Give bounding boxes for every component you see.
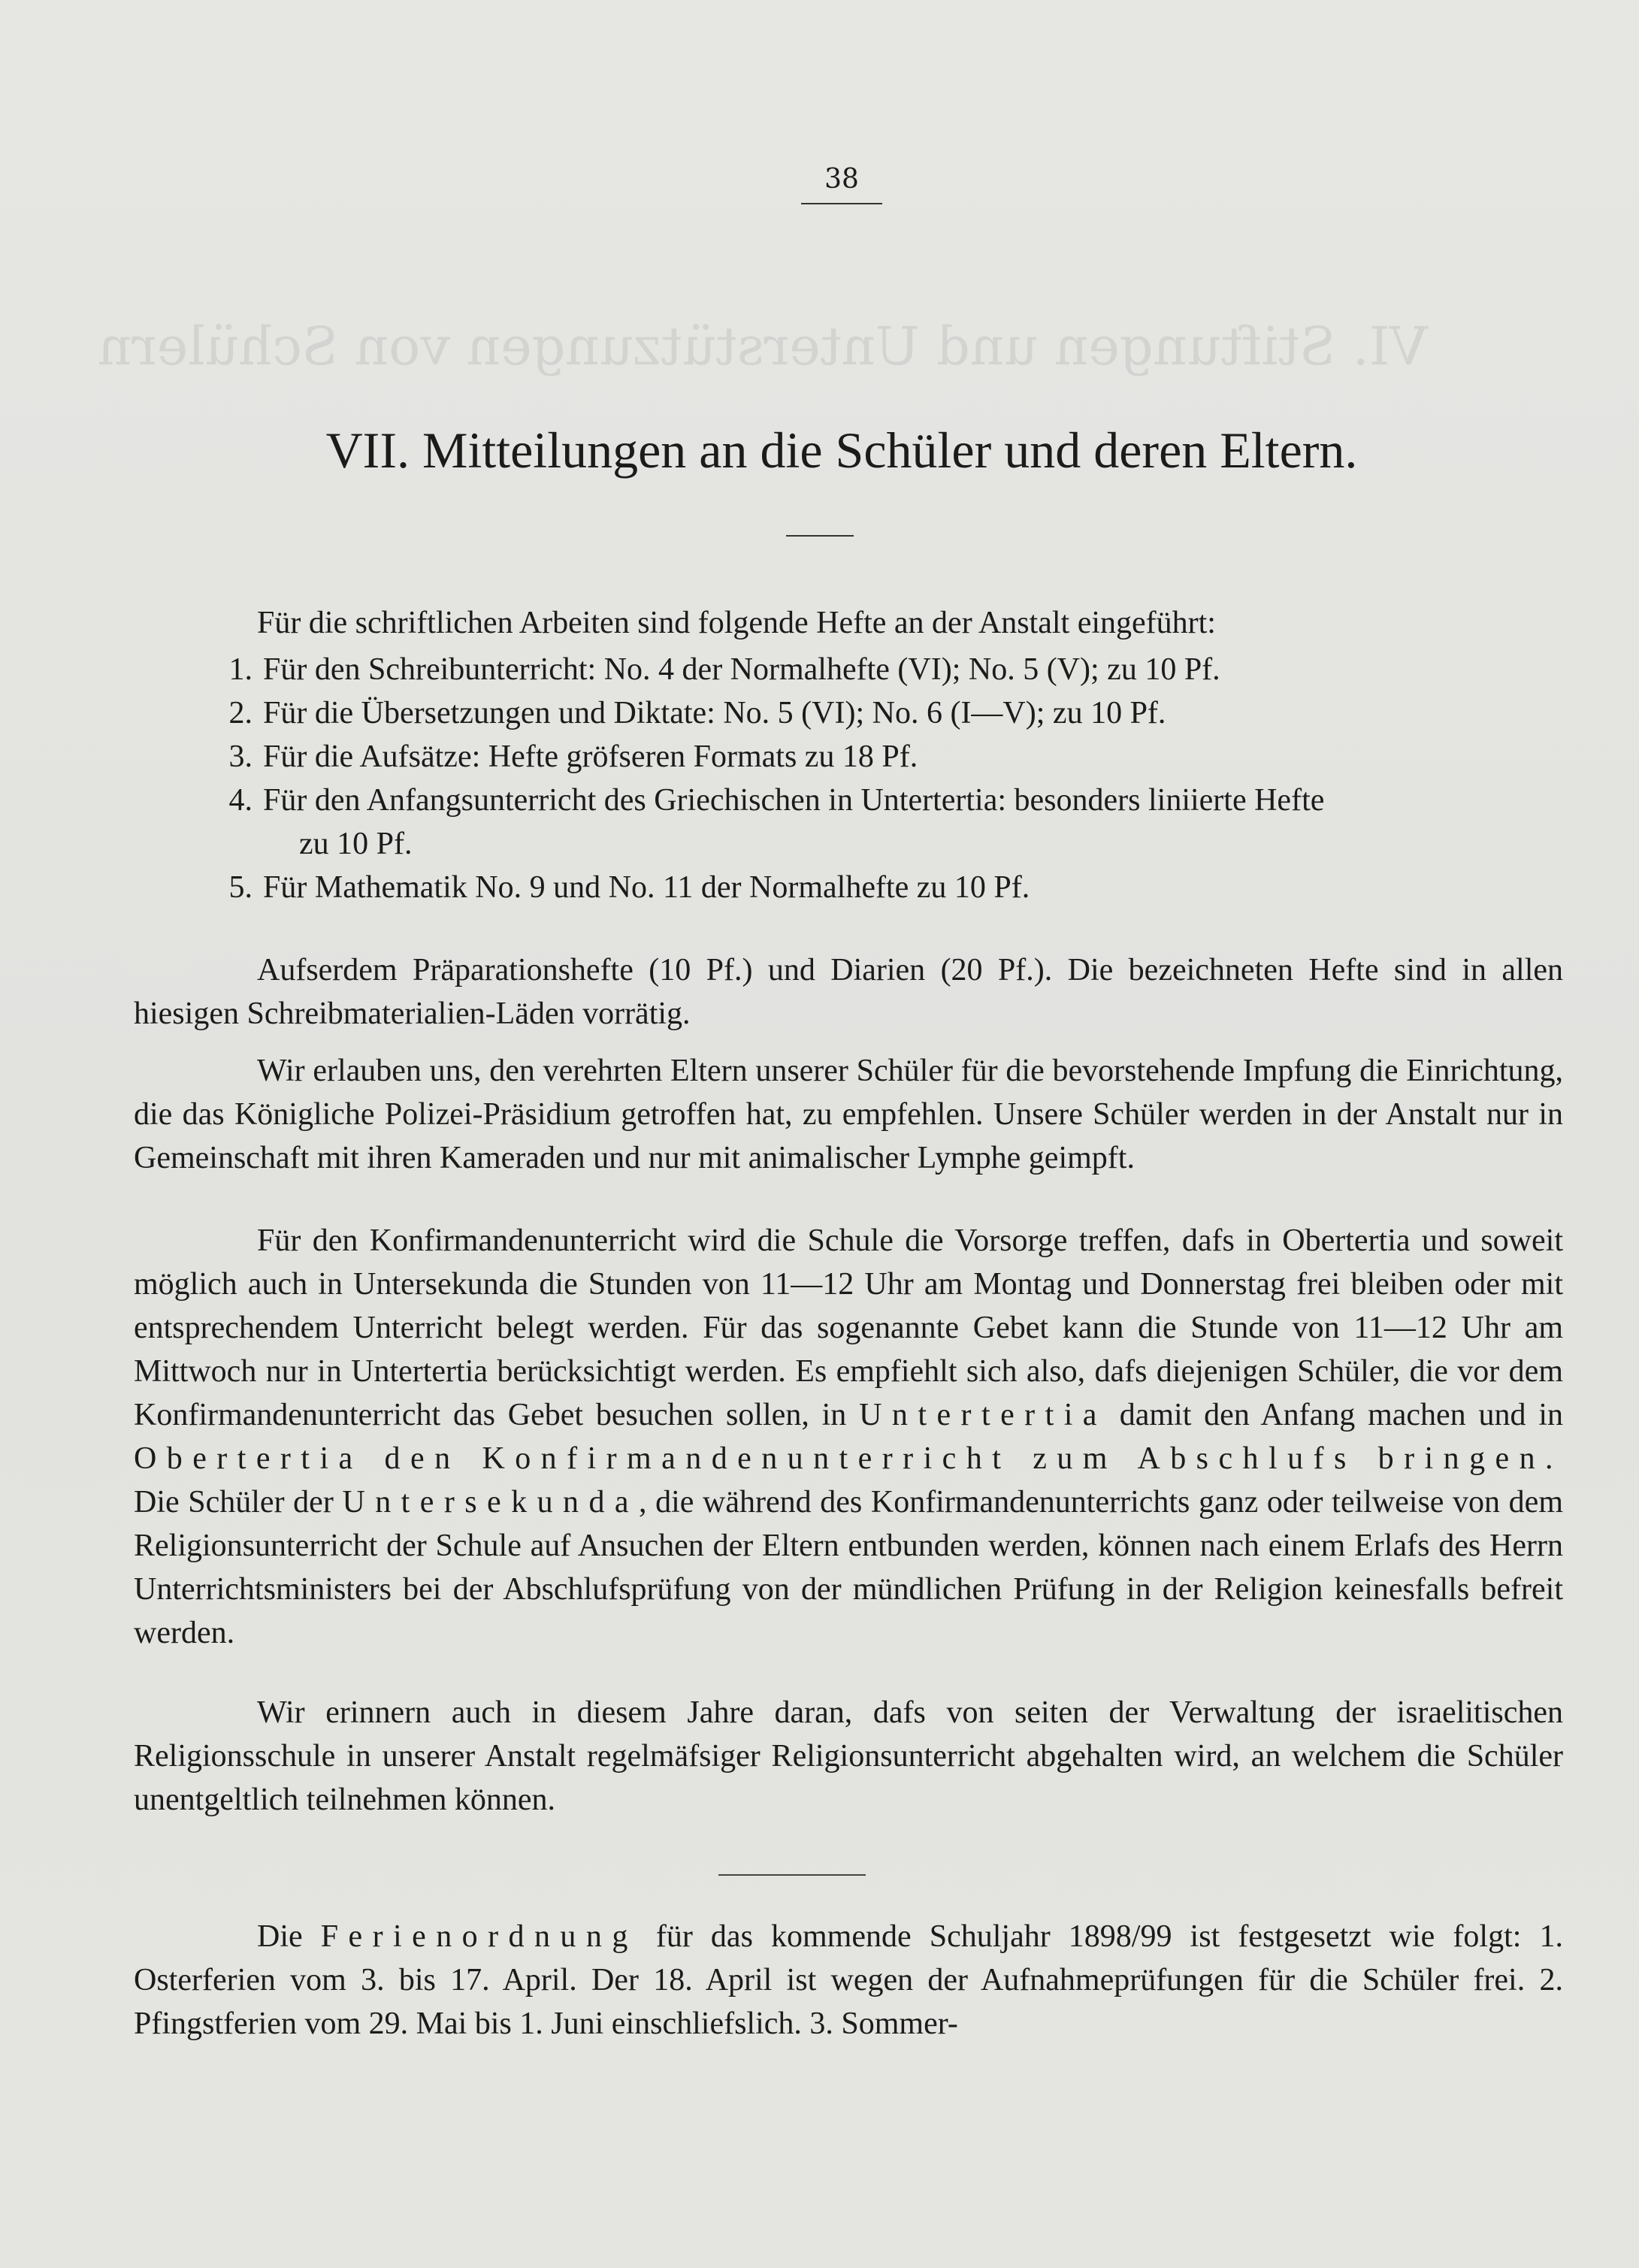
list-item-text: Für die Aufsätze: Hefte gröfseren Formats zu 18 Pf. xyxy=(263,739,918,774)
paragraph-text: Wir erinnern auch in diesem Jahre daran, dafs von seiten der Verwaltung der israelitischen Religionsschule in unserer Anstalt regelmäfsiger Religionsunterricht abgehalten wird, an welchem die Schüler unentgeltlich teilnehmen können. xyxy=(134,1695,1563,1817)
list-item-text: Für den Anfangsunterricht des Griechischen in Untertertia: besonders liniierte Hefte xyxy=(263,783,1325,818)
list-item xyxy=(134,866,1563,909)
list-item-text: Für Mathematik No. 9 und No. 11 der Normalhefte zu 10 Pf. xyxy=(263,870,1030,905)
text-run: damit den Anfang machen und in xyxy=(1106,1398,1563,1432)
paragraph-text: Aufserdem Präparationshefte (10 Pf.) und Diarien (20 Pf.). Die bezeichneten Hefte sind in allen hiesigen Schreibmaterialien-Läden vorrätig. xyxy=(134,953,1563,1031)
bleed-through-heading: VI. Stiftungen und Unterstützungen von Schülern xyxy=(98,316,1428,377)
title-rule xyxy=(786,535,854,537)
spaced-emphasis: Untertertia xyxy=(859,1398,1107,1432)
list-item-text: Für die Übersetzungen und Diktate: No. 5 (VI); No. 6 (I—V); zu 10 Pf. xyxy=(263,696,1166,730)
list-item-number: 5. xyxy=(228,870,253,905)
list-item xyxy=(134,691,1563,735)
spaced-emphasis: Ferienordnung xyxy=(320,1919,638,1954)
list-item xyxy=(134,779,1563,866)
list-item-number: 1. xyxy=(228,652,253,687)
text-run: Die Schüler der xyxy=(134,1485,343,1520)
paragraph-text xyxy=(134,1915,1563,2046)
paragraph-notebooks-extra xyxy=(134,948,1563,1036)
notebook-list xyxy=(134,648,1563,909)
intro-text: Für die schriftlichen Arbeiten sind folgende Hefte an der Anstalt eingeführt: xyxy=(257,606,1216,640)
paragraph-confirmation xyxy=(134,1219,1563,1655)
paragraph-religion-school xyxy=(134,1691,1563,1822)
paragraph-vaccination xyxy=(134,1049,1563,1180)
text-run: für das kommende Schuljahr 1898/99 ist festgesetzt wie folgt: 1. Osterferien vom 3. bis 17. April. Der 18. April ist wegen der Aufnahmeprüfungen für die Schüler frei. 2. Pfingstferien vom 29. Mai bis 1. Juni einschliefslich. 3. Sommer- xyxy=(134,1919,1563,2041)
list-item xyxy=(134,735,1563,779)
list-item-text: Für den Schreibunterricht: No. 4 der Normalhefte (VI); No. 5 (V); zu 10 Pf. xyxy=(263,652,1220,687)
paragraph-text: Wir erlauben uns, den verehrten Eltern unserer Schüler für die bevorstehende Impfung die Einrichtung, die das Königliche Polizei-Präsidium getroffen hat, zu empfehlen. Unsere Schüler werden in der Anstalt nur in Gemeinschaft mit ihren Kameraden und nur mit animalischer Lymphe geimpft. xyxy=(134,1054,1563,1175)
paragraph-text xyxy=(134,1219,1563,1655)
section-divider xyxy=(718,1874,866,1876)
list-item-number: 3. xyxy=(228,739,253,774)
spaced-emphasis: Obertertia den Konfirmandenunterricht zum Abschlufs bringen. xyxy=(134,1441,1563,1476)
text-run: , die während des Konfirmandenunterrichts ganz oder teilweise von dem Religionsunterricht der Schule auf Ansuchen der Eltern entbunden werden, können nach einem Erlafs des Herrn Unterrichtsministers bei der Abschlufsprüfung von der mündlichen Prüfung in der Religion keinesfalls befreit werden. xyxy=(134,1485,1563,1650)
list-item-number: 2. xyxy=(228,696,253,730)
paragraph-holidays xyxy=(134,1915,1563,2046)
spaced-emphasis: Untersekunda xyxy=(342,1485,639,1520)
text-run: Die xyxy=(257,1919,321,1954)
list-item xyxy=(134,648,1563,691)
page-number-rule xyxy=(801,203,882,204)
page-number: 38 xyxy=(824,164,859,195)
section-title: VII. Mitteilungen an die Schüler und deren Eltern. xyxy=(325,422,1358,479)
list-item-continuation: zu 10 Pf. xyxy=(299,827,413,861)
intro-paragraph xyxy=(134,601,1563,645)
text-run: Für den Konfirmandenunterricht wird die Schule die Vorsorge treffen, dafs in Obertertia und soweit möglich auch in Untersekunda die Stunden von 11—12 Uhr am Montag und Donnerstag frei bleiben oder mit entsprechendem Unterricht belegt werden. Für das sogenannte Gebet kann die Stunde von 11—12 Uhr am Mittwoch nur in Untertertia berücksichtigt werden. Es empfiehlt sich also, dafs diejenigen Schüler, die vor dem Konfirmandenunterricht das Gebet besuchen sollen, in xyxy=(134,1223,1563,1432)
list-item-number: 4. xyxy=(228,783,253,818)
